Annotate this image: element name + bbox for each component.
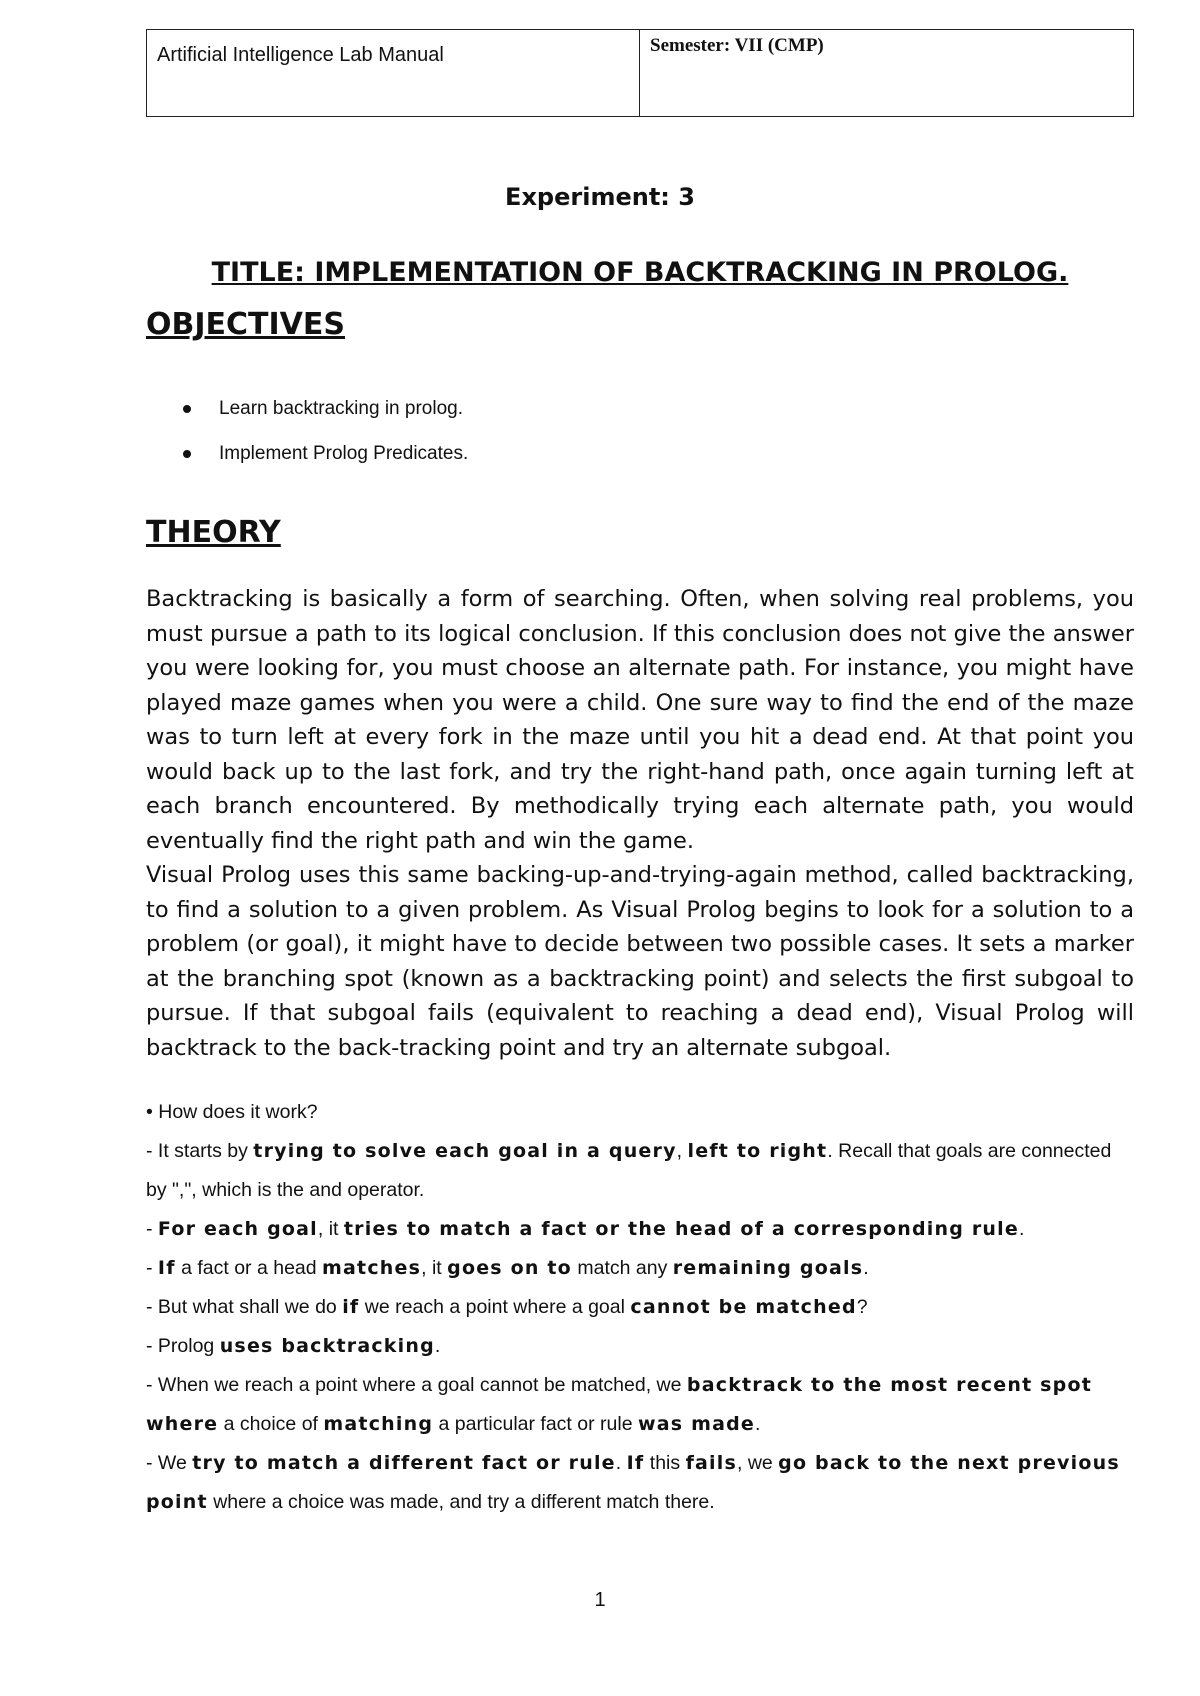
- bullet-icon: [183, 450, 191, 458]
- header-table: [146, 29, 1134, 117]
- how-it-works: [146, 1093, 1134, 1522]
- objective-item: [146, 398, 468, 443]
- how-point: - For each goal, it tries to match a fact or the head of a corresponding rule.: [146, 1218, 1025, 1240]
- how-question: • How does it work?: [146, 1101, 318, 1123]
- theory-heading: THEORY: [146, 515, 281, 550]
- theory-paragraph: Backtracking is basically a form of searching. Often, when solving real problems, you must pursue a path to its logical conclusion. If this conclusion does not give the answer you were looking for, you must choose an alternate path. For instance, you might have played maze games when you were a child. One sure way to find the end of the maze was to turn left at every fork in the maze until you hit a dead end. At that point you would back up to the last fork, and try the right-hand path, once again turning left at each branch encountered. By methodically trying each alternate path, you would eventually find the right path and win the game.: [146, 586, 1134, 854]
- manual-title: Artificial Intelligence Lab Manual: [157, 44, 444, 66]
- objective-item: [146, 443, 468, 488]
- objectives-heading: OBJECTIVES: [146, 307, 345, 342]
- objective-text: Learn backtracking in prolog.: [219, 398, 463, 419]
- theory-paragraph: Visual Prolog uses this same backing-up-and-trying-again method, called backtracking, to find a solution to a given problem. As Visual Prolog begins to look for a solution to a problem (or goal), it might have to decide between two possible cases. It sets a marker at the branching spot (known as a backtracking point) and selects the first subgoal to pursue. If that subgoal fails (equivalent to reaching a dead end), Visual Prolog will backtrack to the back-tracking point and try an alternate subgoal.: [146, 862, 1134, 1061]
- theory-body: [146, 582, 1134, 1065]
- experiment-title: TITLE: IMPLEMENTATION OF BACKTRACKING IN PROLOG.: [211, 257, 1069, 288]
- objectives-list: [146, 398, 468, 488]
- how-point: - It starts by trying to solve each goal in a query, left to right. Recall that goals are connected by ",", which is the and operator.: [146, 1140, 1112, 1201]
- bullet-icon: [183, 405, 191, 413]
- page-number: 1: [594, 1589, 606, 1611]
- header-right-cell: [640, 30, 1134, 117]
- header-left-cell: [147, 30, 640, 117]
- how-point: - When we reach a point where a goal cannot be matched, we backtrack to the most recent spot where a choice of matching a particular fact or rule was made.: [146, 1374, 1093, 1435]
- objective-text: Implement Prolog Predicates.: [219, 443, 469, 464]
- how-point: - If a fact or a head matches, it goes on to match any remaining goals.: [146, 1257, 869, 1279]
- how-point: - We try to match a different fact or rule. If this fails, we go back to the next previous point where a choice was made, and try a different match there.: [146, 1452, 1120, 1513]
- how-point: - Prolog uses backtracking.: [146, 1335, 441, 1357]
- semester-label: Semester: VII (CMP): [650, 35, 824, 56]
- how-point: - But what shall we do if we reach a point where a goal cannot be matched?: [146, 1296, 868, 1318]
- experiment-number: Experiment: 3: [505, 183, 695, 211]
